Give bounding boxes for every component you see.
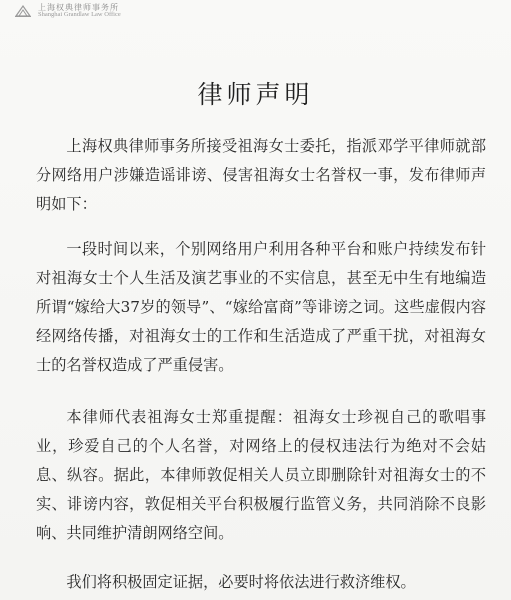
firm-name-english: Shanghai Grandlaw Law Office xyxy=(38,11,121,19)
document-title: 律师声明 xyxy=(197,79,314,109)
paragraph-facts: 一段时间以来，个别网络用户利用各种平台和账户持续发布针对祖海女士个人生活及演艺事业的不实信息，甚至无中生有地编造所谓“嫁给大37岁的领导”、“嫁给富商”等诽谤之词。这些虚假内容经网络传播，对祖海女士的工作和生活造成了严重干扰，对祖海女士的名誉权造成了严重侵害。 xyxy=(36,239,486,375)
paragraph-intro: 上海权典律师事务所接受祖海女士委托，指派邓学平律师就部分网络用户涉嫌造谣诽谤、侵害祖海女士名誉权一事，发布律师声明如下： xyxy=(36,137,486,214)
firm-logo-icon xyxy=(14,4,32,18)
statement-body xyxy=(36,132,486,597)
paragraph-warning: 本律师代表祖海女士郑重提醒：祖海女士珍视自己的歌唱事业，珍爱自己的个人名誉，对网络上的侵权违法行为绝对不会姑息、纵容。据此，本律师敦促相关人员立即删除针对祖海女士的不实、诽谤内容，敦促相关平台积极履行监管义务，共同消除不良影响、共同维护清朗网络空间。 xyxy=(36,407,486,543)
firm-name-chinese: 上海权典律师事务所 xyxy=(38,3,119,12)
paragraph-closing: 我们将积极固定证据，必要时将依法进行救济维权。 xyxy=(66,572,416,591)
letterhead xyxy=(14,4,121,19)
